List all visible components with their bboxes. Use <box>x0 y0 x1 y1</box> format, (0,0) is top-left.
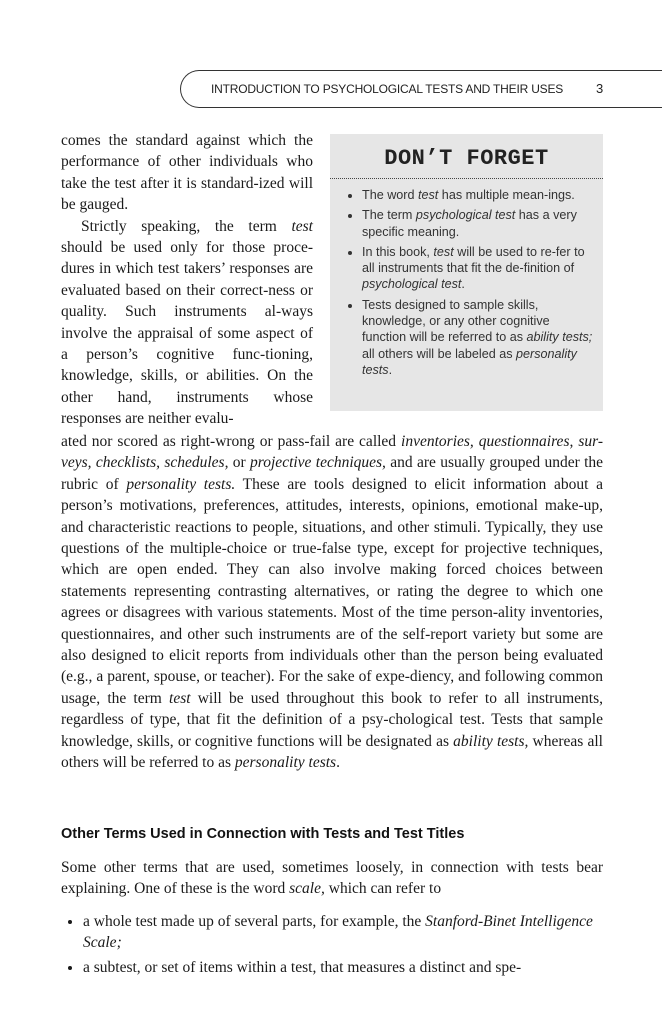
callout-title: DON’T FORGET <box>384 146 549 171</box>
page-number: 3 <box>596 81 604 96</box>
section-paragraph: Some other terms that are used, sometimes loosely, in connection with tests bear explaining. One of these is the word scale, which can refer to <box>61 859 603 898</box>
paragraph-2: Strictly speaking, the term test should be used only for those proce-dures in which test takers’ responses are evaluated based on their correct-ness or quality. Such instruments al-ways involve the appraisal of some aspect of a person’s cognitive func-tioning, knowledge, skills, or abilities. On the other hand, instruments whose responses are neither evalu- <box>61 217 313 428</box>
section-heading: Other Terms Used in Connection with Tests and Test Titles <box>61 826 465 842</box>
callout-item: • The term psychological test has a very specific meaning. <box>362 207 593 240</box>
paragraph-3: ated nor scored as right-wrong or pass-fail are called inventories, questionnaires, sur-veys, checklists, schedules, or projective techniques, and are usually grouped under the rubric of personality tests. These are tools designed to elicit information about a person’s motivations, preferences, attitudes, interests, opinions, emotional make-up, and characteristic reactions to people, situations, and other stimuli. Typically, they use questions of the multiple-choice or true-false type, except for projective techniques, which are open ended. They can also involve making forced choices between statements representing contrasting alternatives, or rating the degree to which one agrees or disagrees with various statements. Most of the time person-ality inventories, questionnaires, and other such instruments are of the self-report variety but some are also designed to elicit reports from individuals other than the person being evaluated (e.g., a parent, spouse, or teacher). For the sake of expe-diency, and following common usage, the term test will be used throughout this book to refer to all instruments, regardless of type, that fit the definition of a psy-chological test. Tests that sample knowledge, skills, or cognitive functions will be designated as ability tests, whereas all others will be referred to as personality tests. <box>61 433 604 772</box>
dont-forget-box <box>330 134 603 411</box>
callout-list <box>330 187 603 378</box>
scale-bullet-list <box>61 911 603 981</box>
callout-item: • The word test has multiple mean-ings. <box>362 187 593 203</box>
running-header <box>180 70 662 108</box>
header-title: INTRODUCTION TO PSYCHOLOGICAL TESTS AND THEIR USES <box>211 82 564 96</box>
list-item: • a whole test made up of several parts, for example, the Stanford-Binet Intelligence Scale; <box>83 911 603 954</box>
callout-item: • Tests designed to sample skills, knowledge, or any other cognitive function will be referred to as ability tests; all others will be labeled as personality tests. <box>362 297 593 378</box>
full-width-text <box>61 431 603 774</box>
callout-divider <box>330 178 603 179</box>
list-item: • a subtest, or set of items within a test, that measures a distinct and spe- <box>83 957 603 978</box>
left-column <box>61 130 313 430</box>
callout-item: • In this book, test will be used to re-fer to all instruments that fit the de-finition of psychological test. <box>362 244 593 293</box>
paragraph-1: comes the standard against which the performance of other individuals who take the test after it is standard-ized will be gauged. <box>61 132 313 214</box>
